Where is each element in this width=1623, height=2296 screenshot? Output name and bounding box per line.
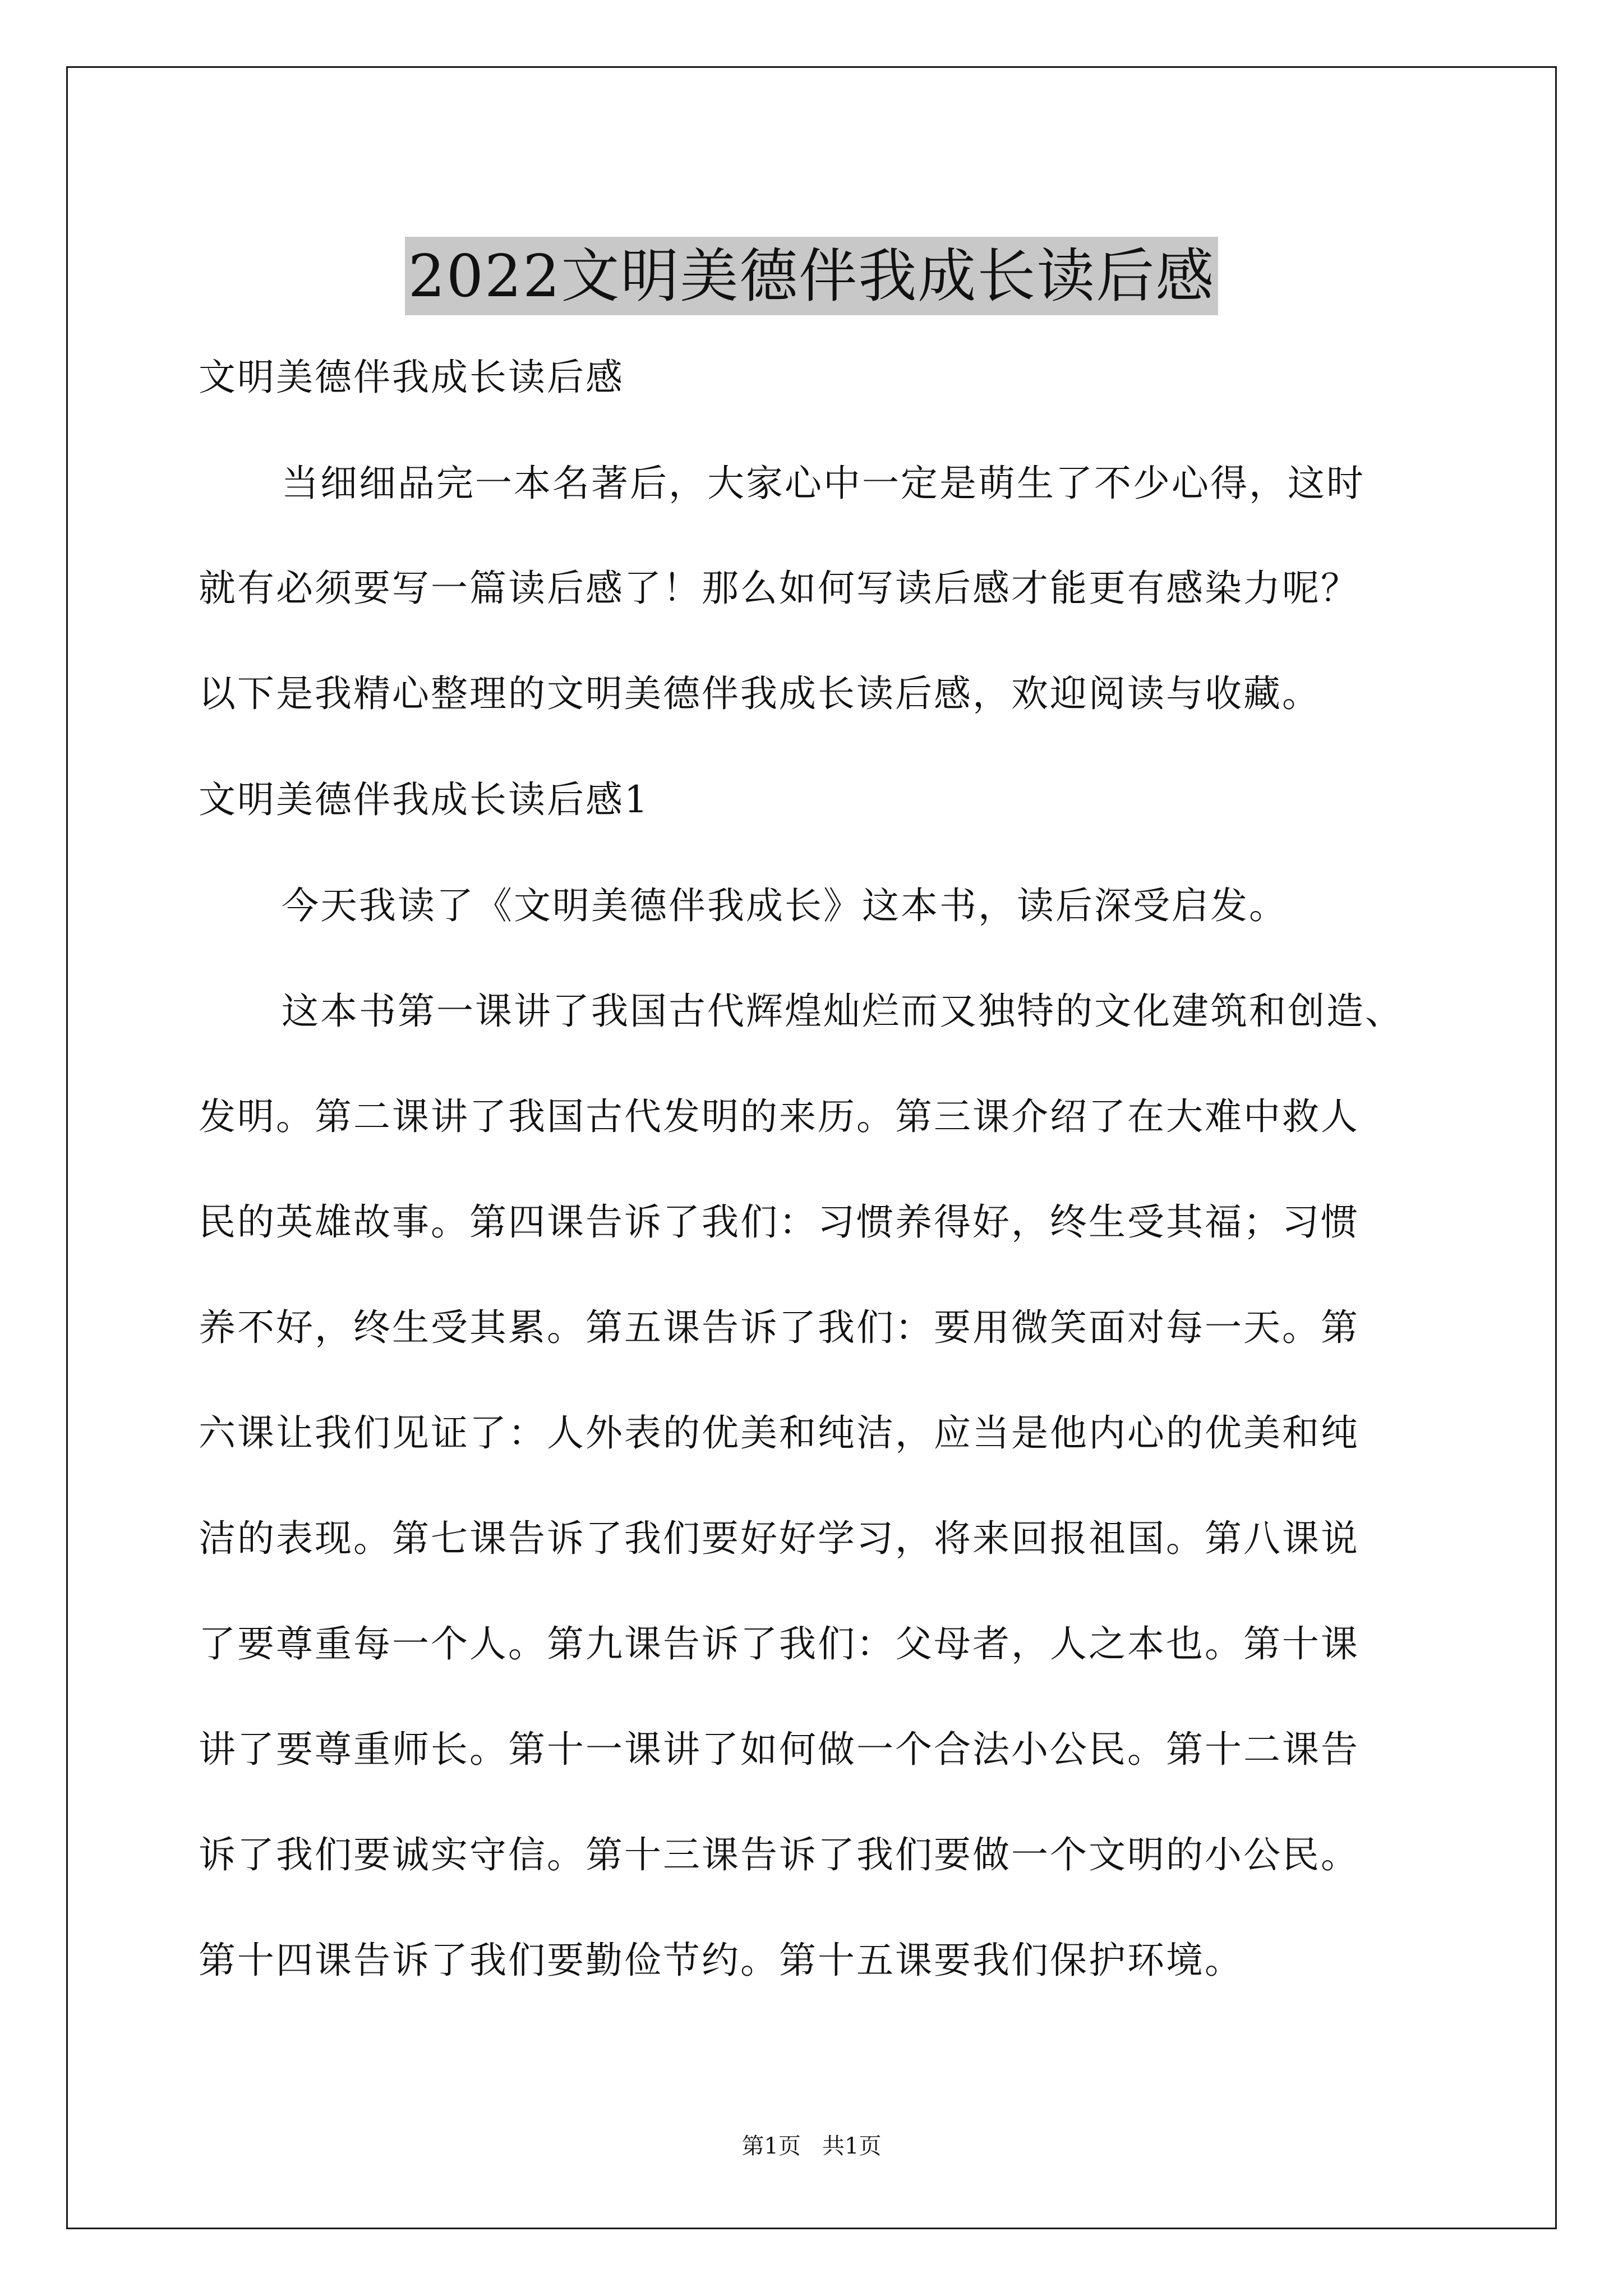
paragraph-2-line-1: 这本书第一课讲了我国古代辉煌灿烂而又独特的文化建筑和创造、 [282,990,1404,1033]
intro-line-3: 以下是我精心整理的文明美德伴我成长读后感，欢迎阅读与收藏。 [199,672,1321,715]
paragraph-2-line-5: 六课让我们见证了：人外表的优美和纯洁，应当是他内心的优美和纯 [199,1411,1359,1455]
document-subtitle: 文明美德伴我成长读后感 [199,356,624,399]
title-container [0,197,1623,354]
paragraph-2-line-3: 民的英雄故事。第四课告诉了我们：习惯养得好，终生受其福；习惯 [199,1200,1359,1244]
paragraph-2-line-7: 了要尊重每一个人。第九课告诉了我们：父母者，人之本也。第十课 [199,1622,1359,1665]
paragraph-2-line-9: 诉了我们要诚实守信。第十三课告诉了我们要做一个文明的小公民。 [199,1833,1359,1876]
intro-line-1: 当细细品完一本名著后，大家心中一定是萌生了不少心得，这时 [282,462,1365,505]
paragraph-2-line-4: 养不好，终生受其累。第五课告诉了我们：要用微笑面对每一天。第 [199,1306,1359,1349]
page-number-footer: 第1页 共1页 [741,2133,882,2159]
paragraph-2-line-6: 洁的表现。第七课告诉了我们要好好学习，将来回报祖国。第八课说 [199,1517,1359,1560]
intro-line-2: 就有必须要写一篇读后感了！那么如何写读后感才能更有感染力呢？ [199,567,1359,610]
document-title: 2022文明美德伴我成长读后感 [405,237,1219,315]
paragraph-2-line-2: 发明。第二课讲了我国古代发明的来历。第三课介绍了在大难中救人 [199,1095,1359,1138]
paragraph-2-line-10: 第十四课告诉了我们要勤俭节约。第十五课要我们保护环境。 [199,1939,1243,1982]
paragraph-1: 今天我读了《文明美德伴我成长》这本书，读后深受启发。 [282,884,1288,927]
paragraph-2-line-8: 讲了要尊重师长。第十一课讲了如何做一个合法小公民。第十二课告 [199,1728,1359,1771]
section-heading: 文明美德伴我成长读后感1 [199,778,649,821]
